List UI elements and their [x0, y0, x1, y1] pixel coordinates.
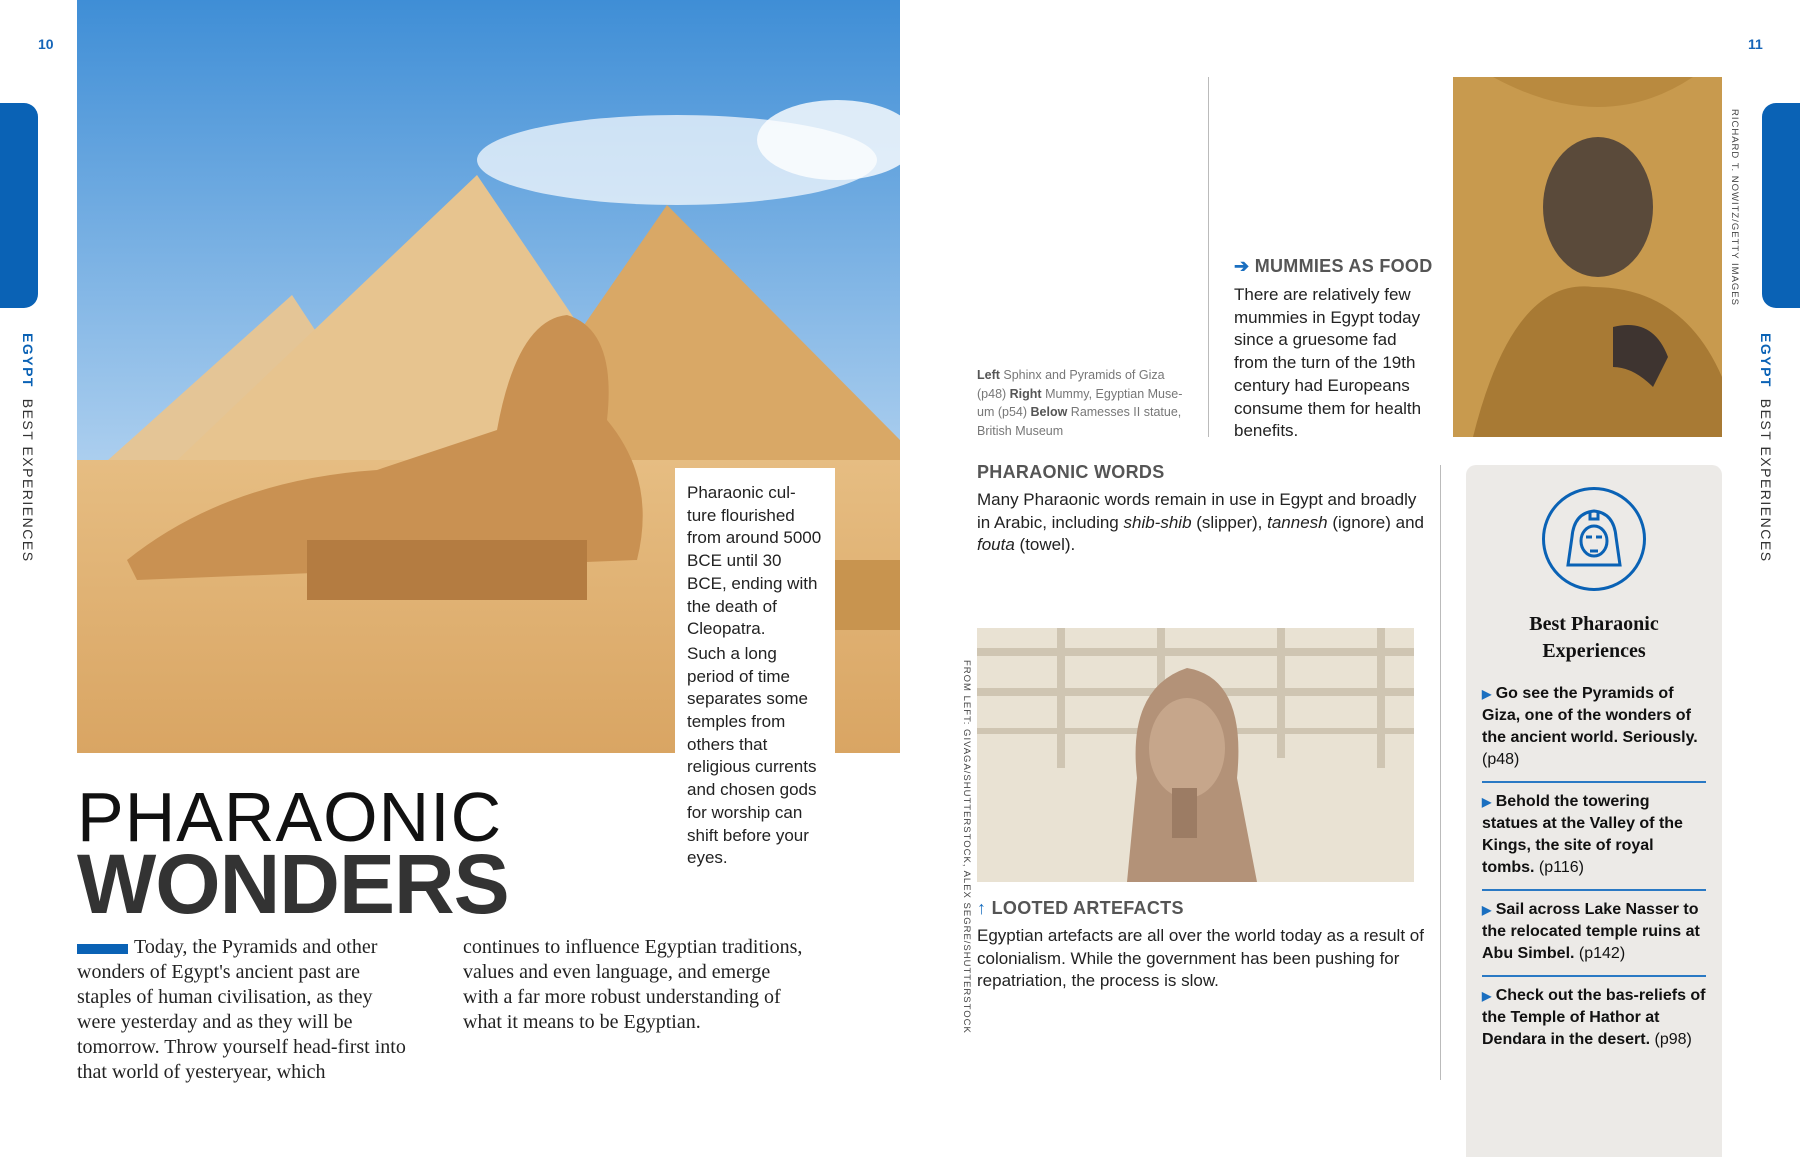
country-label: EGYPT — [1758, 333, 1774, 388]
sidebar-item-page: (p116) — [1538, 859, 1584, 876]
sidebar-item-page: (p142) — [1578, 945, 1626, 962]
sidebar-item-text: Check out the bas-reliefs of the Temple of Hathor at Dendara in the desert. — [1482, 987, 1706, 1048]
arrow-right-icon: ➔ — [1234, 256, 1250, 276]
page-number-right: 11 — [1748, 36, 1763, 52]
looted-body: Egyptian artefacts are all over the world today as a result of colonialism. While the government has been pushing for repatriation, the process is slow. — [977, 926, 1424, 991]
section-label: BEST EXPERIENCES — [1758, 398, 1774, 563]
mummy-photo — [1453, 77, 1722, 437]
sidebar-item — [1482, 977, 1706, 1061]
pull-quote-1: Pharaonic cul-ture flourished from around 5000 BCE until 30 BCE, ending with the death of Cleopatra. — [687, 483, 822, 639]
mummy-photo-credit: RICHARD T. NOWITZ/GETTY IMAGES — [1729, 109, 1740, 306]
section-label-right — [1758, 333, 1774, 563]
caption-left-label: Left — [977, 368, 1000, 382]
sidebar-title: Best Pharaonic Experiences — [1529, 613, 1659, 662]
word-fouta: fouta — [977, 535, 1015, 555]
word-shib-shib: shib-shib — [1123, 512, 1192, 532]
section-tab-right — [1762, 103, 1800, 308]
photo-caption — [977, 366, 1187, 440]
column-divider — [1440, 465, 1441, 1080]
mummies-body: There are relatively few mummies in Egypt today since a gruesome fad from the turn of the 19th century had Europeans consume them for health benefits. — [1234, 285, 1422, 441]
caption-below-label: Below — [1030, 405, 1068, 419]
section-label: BEST EXPERIENCES — [20, 398, 36, 563]
triangle-bullet-icon: ▶ — [1482, 687, 1492, 701]
pharaoh-icon — [1542, 487, 1646, 591]
words-text: Many Pharaonic words remain in use in Egypt and broadly in Arabic, including — [977, 490, 1417, 532]
page-number-left: 10 — [38, 36, 54, 52]
pull-quote-box — [675, 468, 835, 872]
words-heading: PHARAONIC WORDS — [977, 462, 1165, 482]
title-line-1: PHARAONIC — [77, 778, 503, 856]
sidebar-item — [1482, 675, 1706, 783]
sidebar-item-text: Sail across Lake Nasser to the relocated temple ruins at Abu Simbel. — [1482, 901, 1700, 962]
words-body — [977, 489, 1427, 557]
sidebar-item — [1482, 783, 1706, 891]
sidebar-item-text: Behold the towering statues at the Valley of the Kings, the site of royal tombs. — [1482, 793, 1683, 876]
country-label: EGYPT — [20, 333, 36, 388]
sidebar-item-page: (p48) — [1482, 751, 1520, 768]
section-tab-left — [0, 103, 38, 308]
section-label-left-text — [20, 333, 36, 563]
sidebar-item-text: Go see the Pyramids of Giza, one of the wonders of the ancient world. Seriously. — [1482, 685, 1698, 746]
intro-column-1: Today, the Pyramids and other wonders of Egypt's ancient past are staples of human civilisation, as they were yesterday and as they will be tomorrow. Throw yourself head-first into that world of yesteryear, which — [77, 936, 406, 1083]
caption-left-text: Sphinx and Pyramids of Giza (p48) — [977, 368, 1165, 401]
triangle-bullet-icon: ▶ — [1482, 989, 1492, 1003]
caption-right-label: Right — [1009, 386, 1042, 401]
looted-heading-text: LOOTED ARTEFACTS — [991, 898, 1184, 918]
caption-below-text: Ramesses II statue, British Museum — [977, 405, 1182, 438]
caption-right-text: Mummy, Egyptian Muse-um (p54) — [977, 386, 1183, 419]
ramesses-statue-photo — [977, 628, 1414, 882]
mummies-heading — [1234, 256, 1433, 277]
triangle-bullet-icon: ▶ — [1482, 903, 1492, 917]
sidebar-item-page: (p98) — [1654, 1031, 1692, 1048]
arrow-up-icon: ↑ — [977, 898, 987, 918]
word-tannesh: tannesh — [1267, 512, 1328, 532]
triangle-bullet-icon: ▶ — [1482, 795, 1492, 809]
mummies-heading-text: MUMMIES AS FOOD — [1254, 256, 1433, 276]
sidebar-item — [1482, 891, 1706, 977]
column-divider — [1208, 77, 1209, 437]
statue-photo-credit: FROM LEFT: GIVAGA/SHUTTERSTOCK, ALEX SEGRE/SHUTTERSTOCK — [961, 660, 972, 1034]
words-text: (slipper), — [1191, 512, 1268, 532]
words-text: (towel). — [1014, 535, 1076, 555]
looted-heading — [977, 898, 1184, 919]
words-text: (ignore) and — [1327, 512, 1424, 532]
best-experiences-sidebar — [1466, 465, 1722, 1157]
pull-quote-2: Such a long period of time separates some temples from others that religious currents and chosen gods for worship can shift before your eyes. — [687, 643, 817, 868]
intro-column-2: continues to influence Egyptian traditions, values and even language, and emerge with a far more robust understanding of what it means to be Egyptian. — [463, 936, 803, 1033]
title-line-2: WONDERS — [77, 837, 509, 931]
